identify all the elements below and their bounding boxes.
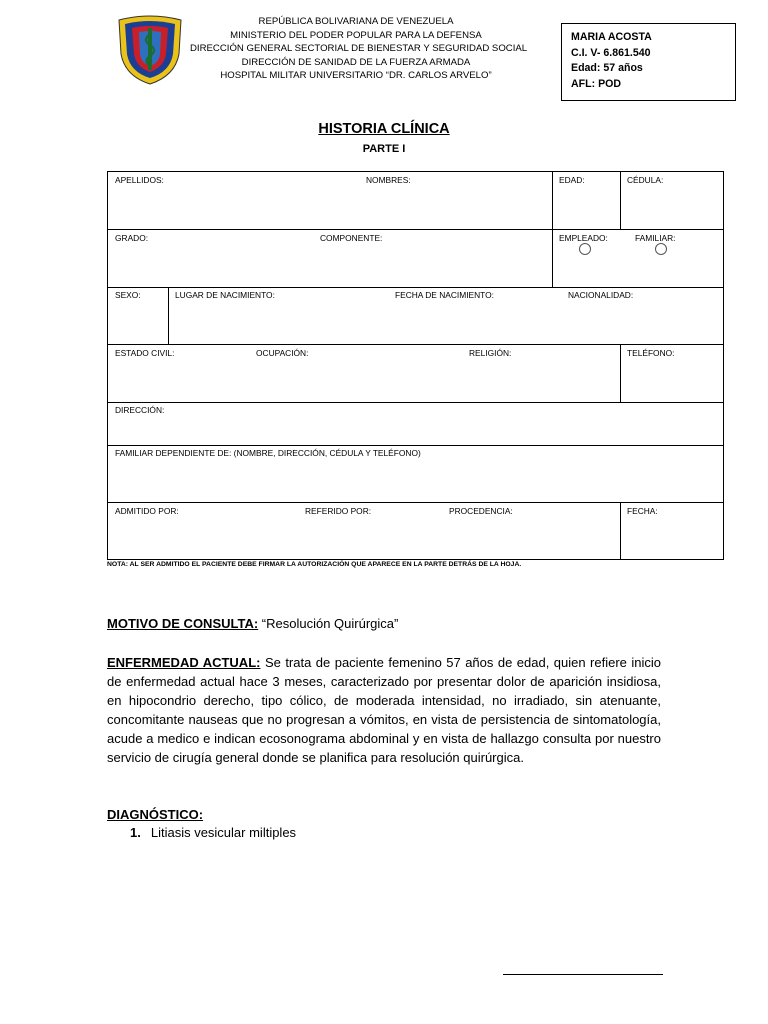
familiar-dependiente-label: FAMILIAR DEPENDIENTE DE: (NOMBRE, DIRECCIÓN, CÉDULA Y TELÉFONO) [115,448,421,458]
fecha-label: FECHA: [627,506,658,516]
grado-label: GRADO: [115,233,149,243]
motivo-text: “Resolución Quirúrgica” [258,616,399,631]
page-subtitle: PARTE I [362,143,406,155]
institution-line: REPÚBLICA BOLIVARIANA DE VENEZUELA [258,16,454,27]
row-divider [108,502,723,503]
row-divider [108,287,723,288]
diagnostico-heading [107,806,661,825]
sexo-label: SEXO: [115,290,141,300]
procedencia-label: PROCEDENCIA: [449,506,513,516]
institution-line: DIRECCIÓN DE SANIDAD DE LA FUERZA ARMADA [241,56,471,68]
military-seal-icon [115,14,185,86]
enfermedad-text: Se trata de paciente femenino 57 años de edad, quien refiere inicio de enfermedad actual hace 3 meses, caracterizado por presentar dolor de aparición insidiosa, en hipocondrio derecho, tipo cólico, de moderada intensidad, no irradiado, sin atenuante, concomitante nauseas que no progresan a vómitos, en vista de persistencia de sintomatología, acude a medico e indican ecosonograma abdominal y en vista de hallazgo consulta por nuestro servicio de cirugía general donde se planifica para resolución quirúrgica. [107,655,661,765]
patient-name: MARIA ACOSTA [571,31,652,43]
institution-header [190,15,528,83]
patient-age: Edad: 57 años [571,62,643,74]
motivo-consulta [107,615,661,634]
componente-label: COMPONENTE: [320,233,383,243]
institution-line: DIRECCIÓN GENERAL SECTORIAL DE BIENESTAR Y SEGURIDAD SOCIAL [190,43,528,54]
lugar-nacimiento-label: LUGAR DE NACIMIENTO: [175,290,275,300]
enfermedad-actual [107,654,661,767]
nombres-label: NOMBRES: [366,175,411,185]
telefono-label: TELÉFONO: [627,348,675,358]
col-divider [168,287,169,344]
institution-line: HOSPITAL MILITAR UNIVERSITARIO “DR. CARLOS ARVELO” [220,70,492,81]
col-divider [620,344,621,402]
diagnostico-item [130,825,296,840]
signature-line [503,974,663,975]
empleado-radio[interactable] [579,243,591,255]
religion-label: RELIGIÓN: [469,348,512,358]
empleado-label: EMPLEADO: [559,233,608,243]
estado-civil-label: ESTADO CIVIL: [115,348,175,358]
cedula-label: CÉDULA: [627,175,664,185]
col-divider [620,172,621,229]
ocupacion-label: OCUPACIÓN: [256,348,309,358]
apellidos-label: APELLIDOS: [115,175,164,185]
institution-line: MINISTERIO DEL PODER POPULAR PARA LA DEFENSA [230,29,482,41]
row-divider [108,344,723,345]
diagnostico-text: Litiasis vesicular miltiples [150,825,297,840]
motivo-label: MOTIVO DE CONSULTA: [107,616,259,631]
nacionalidad-label: NACIONALIDAD: [568,290,634,300]
enfermedad-label: ENFERMEDAD ACTUAL: [107,655,261,670]
patient-info-box [561,23,736,101]
admission-form [107,171,724,560]
direccion-label: DIRECCIÓN: [115,405,165,415]
col-divider [552,172,553,287]
fecha-nacimiento-label: FECHA DE NACIMIENTO: [395,290,494,300]
patient-afl: AFL: POD [571,77,622,90]
diagnostico-number: 1. [130,825,141,840]
admission-note: NOTA: AL SER ADMITIDO EL PACIENTE DEBE FIRMAR LA AUTORIZACIÓN QUE APARECE EN LA PARTE DETRÁS DE LA HOJA. [107,561,522,568]
referido-por-label: REFERIDO POR: [305,506,372,516]
row-divider [108,445,723,446]
edad-label: EDAD: [559,175,585,185]
page-title: HISTORIA CLÍNICA [318,121,450,137]
familiar-radio[interactable] [655,243,667,255]
row-divider [108,402,723,403]
patient-ci: C.I. V- 6.861.540 [571,46,651,59]
diagnostico-label: DIAGNÓSTICO: [107,807,204,822]
row-divider [108,229,723,230]
familiar-label: FAMILIAR: [635,233,676,243]
col-divider [620,502,621,560]
admitido-por-label: ADMITIDO POR: [115,506,179,516]
